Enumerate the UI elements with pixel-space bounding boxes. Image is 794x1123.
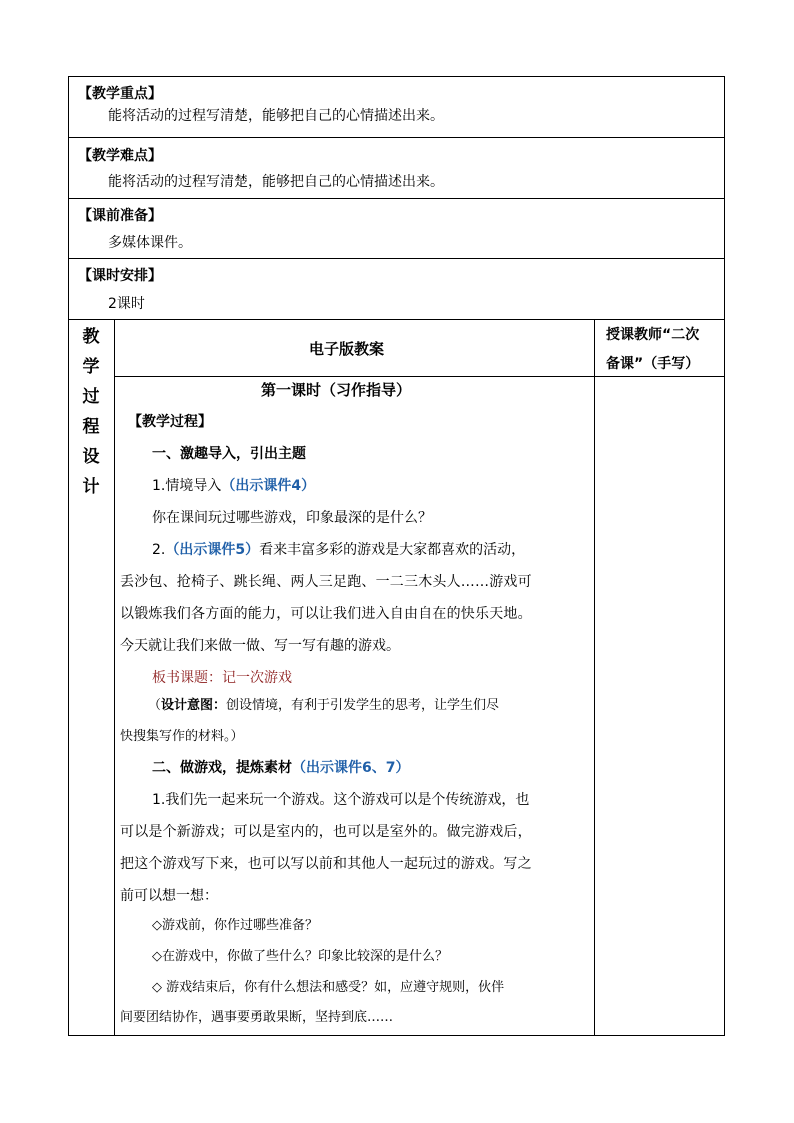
mid-column-header: 电子版教案 bbox=[309, 340, 385, 358]
lesson-plan-table bbox=[68, 76, 725, 1036]
row-divider bbox=[68, 137, 725, 138]
courseware-tag: （出示课件4） bbox=[221, 478, 316, 494]
row-divider bbox=[68, 319, 725, 320]
header-divider bbox=[114, 376, 725, 377]
section-heading-difficulties: 【教学难点】 bbox=[78, 148, 162, 164]
right-column-header-line2: 备课”（手写） bbox=[606, 356, 700, 372]
process-heading: 【教学过程】 bbox=[128, 414, 212, 430]
part2-heading: 二、做游戏，提炼素材 bbox=[152, 760, 292, 776]
design-intent-line1 bbox=[148, 698, 499, 714]
row-divider bbox=[68, 258, 725, 259]
lesson-title: 第一课时（习作指导） bbox=[261, 381, 412, 399]
design-label: 设计意图： bbox=[161, 698, 227, 713]
bullet-item-continued: 间要团结协作，遇事要勇敢果断，坚持到底…… bbox=[120, 1010, 394, 1025]
bullet-item: ◇在游戏中，你做了些什么？印象比较深的是什么？ bbox=[152, 949, 448, 964]
question-text: 你在课间玩过哪些游戏，印象最深的是什么？ bbox=[152, 510, 432, 526]
section-content-preparation: 多媒体课件。 bbox=[108, 235, 192, 251]
part2-line2: 可以是个新游戏；可以是室内的，也可以是室外的。做完游戏后， bbox=[120, 824, 532, 840]
section-content-schedule: 2课时 bbox=[108, 296, 145, 312]
part2-line4: 前可以想一想： bbox=[120, 888, 218, 904]
section-content-difficulties: 能将活动的过程写清楚，能够把自己的心情描述出来。 bbox=[108, 174, 444, 190]
bullet-item: ◇游戏前，你作过哪些准备？ bbox=[152, 918, 318, 933]
section-content-key-points: 能将活动的过程写清楚，能够把自己的心情描述出来。 bbox=[108, 108, 444, 124]
vertical-label-char: 教 bbox=[82, 327, 100, 347]
item2-num: 2. bbox=[152, 542, 166, 558]
item2-line1 bbox=[152, 542, 525, 558]
vertical-label-char: 设 bbox=[82, 447, 100, 467]
section-heading-schedule: 【课时安排】 bbox=[78, 268, 162, 284]
right-column-header-line1: 授课教师“二次 bbox=[606, 327, 700, 343]
item1-text: 1.情境导入 bbox=[152, 478, 222, 494]
design-open-paren: （ bbox=[148, 698, 162, 713]
board-title: 板书课题：记一次游戏 bbox=[152, 670, 292, 686]
vertical-label-char: 过 bbox=[82, 387, 100, 407]
vertical-label-char: 计 bbox=[82, 477, 100, 497]
part2-line3: 把这个游戏写下来，也可以写以前和其他人一起玩过的游戏。写之 bbox=[120, 856, 532, 872]
section-heading-preparation: 【课前准备】 bbox=[78, 208, 162, 224]
vertical-label-char: 程 bbox=[82, 417, 100, 437]
column-divider bbox=[114, 319, 115, 1036]
item1-line bbox=[152, 478, 315, 494]
item2-line4: 今天就让我们来做一做、写一写有趣的游戏。 bbox=[120, 638, 400, 654]
part2-heading-line bbox=[152, 760, 409, 776]
row-divider bbox=[68, 198, 725, 199]
item2-line3: 以锻炼我们各方面的能力，可以让我们进入自由自在的快乐天地。 bbox=[120, 606, 532, 622]
courseware-tag: （出示课件6、7） bbox=[292, 760, 410, 776]
part2-line1: 1.我们先一起来玩一个游戏。这个游戏可以是个传统游戏，也 bbox=[152, 792, 530, 808]
design-intent-line2: 快搜集写作的材料。） bbox=[120, 729, 244, 744]
section-heading-key-points: 【教学重点】 bbox=[78, 86, 162, 102]
item2-text: 看来丰富多彩的游戏是大家都喜欢的活动， bbox=[259, 542, 526, 558]
vertical-label-char: 学 bbox=[82, 357, 100, 377]
design-text: 创设情境，有利于引发学生的思考，让学生们尽 bbox=[226, 698, 500, 713]
part1-heading: 一、激趣导入，引出主题 bbox=[152, 446, 306, 462]
bullet-item: ◇ 游戏结束后，你有什么想法和感受？如，应遵守规则，伙伴 bbox=[152, 980, 505, 995]
item2-line2: 丢沙包、抢椅子、跳长绳、两人三足跑、一二三木头人……游戏可 bbox=[120, 574, 532, 590]
courseware-tag: （出示课件5） bbox=[165, 542, 260, 558]
column-divider bbox=[594, 319, 595, 1036]
